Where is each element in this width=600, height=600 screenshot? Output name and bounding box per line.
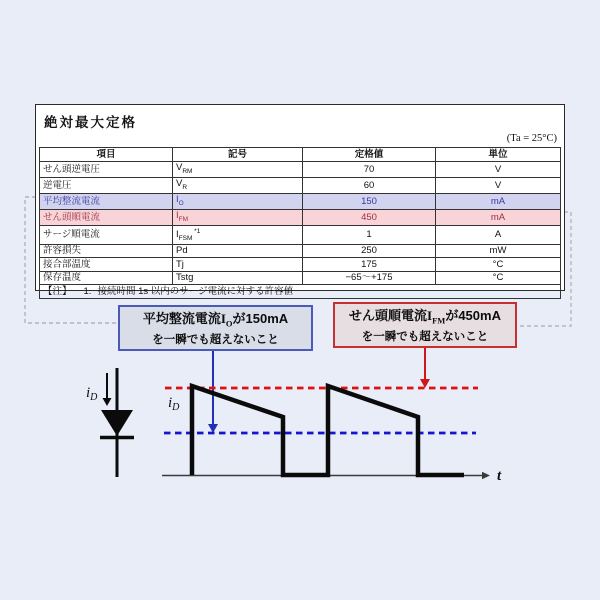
col-header-item: 項目 [40, 148, 173, 162]
callout-peak-line1: せん頭順電流$I_{FM}$が450mA [349, 308, 501, 326]
unit-cell: °C [436, 258, 561, 272]
col-header-unit: 単位 [436, 148, 561, 162]
unit-cell: mW [436, 244, 561, 258]
current-waveform [192, 386, 464, 475]
waveform-current-label: $i_D$ [168, 395, 180, 413]
diode-current-label: $i_D$ [86, 385, 98, 403]
callout-average-line2: を一瞬でも超えないこと [152, 333, 279, 346]
symbol-cell: $V_{RM}$ [173, 162, 303, 178]
item-cell: 許容損失 [40, 244, 173, 258]
symbol-cell: $I_O$ [173, 193, 303, 209]
item-cell: サージ順電流 [40, 225, 173, 244]
item-cell: せん頭逆電圧 [40, 162, 173, 178]
symbol-cell: Pd [173, 244, 303, 258]
rating-value-cell: 1 [303, 225, 436, 244]
callout-peak-value: 450mA [458, 308, 501, 323]
unit-cell: V [436, 162, 561, 178]
rating-value-cell: 450 [303, 209, 436, 225]
unit-cell: °C [436, 271, 561, 285]
item-cell: 保存温度 [40, 271, 173, 285]
time-axis-label: t [497, 468, 502, 484]
unit-cell: V [436, 177, 561, 193]
symbol-cell: Tstg [173, 271, 303, 285]
rating-value-cell: 175 [303, 258, 436, 272]
item-cell: 平均整流電流 [40, 193, 173, 209]
unit-cell: A [436, 225, 561, 244]
symbol-ifm: $I_{FM}$ [427, 308, 446, 326]
symbol-cell: $V_R$ [173, 177, 303, 193]
rating-value-cell: 250 [303, 244, 436, 258]
rating-value-cell: 70 [303, 162, 436, 178]
callout-average-line1: 平均整流電流$I_O$が150mA [142, 311, 289, 329]
callout-average-prefix: 平均整流電流 [142, 311, 221, 326]
note-number: 1. [83, 285, 92, 297]
symbol-io: $I_O$ [220, 311, 233, 329]
rating-value-cell: 60 [303, 177, 436, 193]
item-cell: 逆電圧 [40, 177, 173, 193]
callout-average-value: 150mA [245, 311, 289, 326]
unit-cell: mA [436, 193, 561, 209]
test-condition-label: (Ta = 25°C) [506, 133, 557, 144]
col-header-rating: 定格値 [303, 148, 436, 162]
note-text: 接続時間 1s 以内のサージ電流に対する許容値 [97, 285, 294, 297]
callout-peak-prefix: せん頭順電流 [349, 308, 428, 323]
current-direction-arrow-icon [103, 373, 112, 406]
red-pointer-arrow [420, 348, 430, 388]
note-label: 【注】 [43, 285, 72, 297]
symbol-cell: Tj [173, 258, 303, 272]
unit-cell: mA [436, 209, 561, 225]
page-title: 絶対最大定格 [44, 115, 137, 130]
rating-value-cell: −65～+175 [303, 271, 436, 285]
callout-peak-line2: を一瞬でも超えないこと [361, 330, 489, 343]
symbol-cell: $I_{FSM}$ $^{*1}$ [173, 225, 303, 244]
diode-symbol [100, 368, 134, 477]
item-cell: せん頭順電流 [40, 209, 173, 225]
item-cell: 接合部温度 [40, 258, 173, 272]
rating-value-cell: 150 [303, 193, 436, 209]
col-header-symbol: 記号 [173, 148, 303, 162]
symbol-cell: $I_{FM}$ [173, 209, 303, 225]
